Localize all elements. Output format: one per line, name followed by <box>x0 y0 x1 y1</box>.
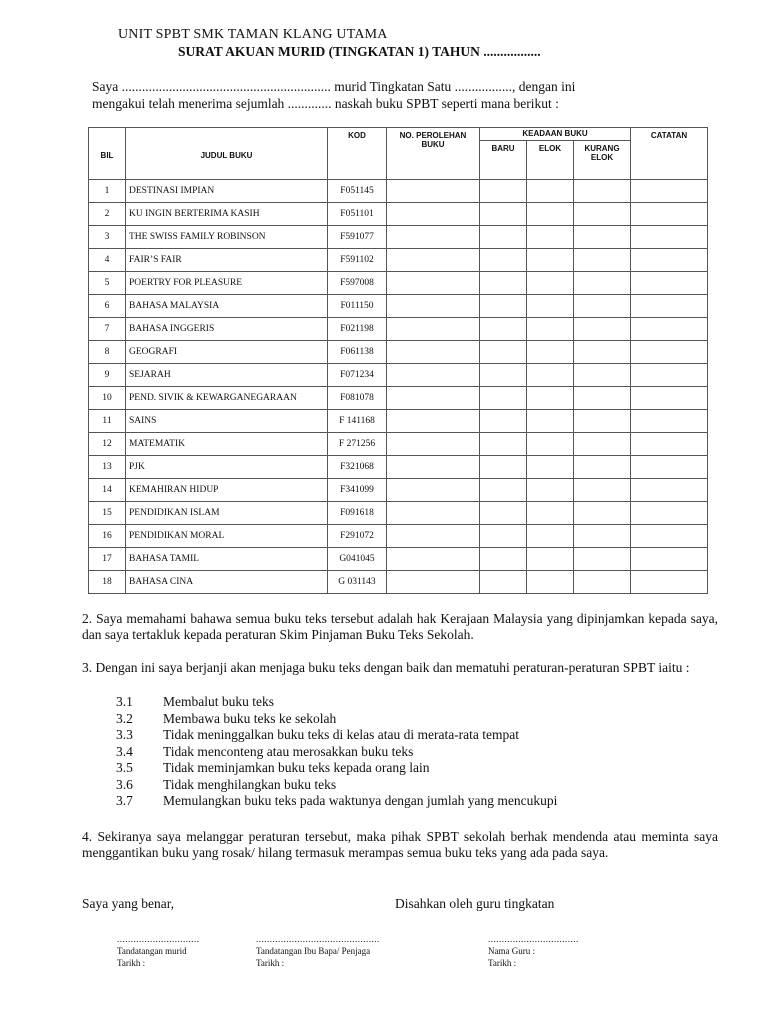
form-title: SURAT AKUAN MURID (TINGKATAN 1) TAHUN ................. <box>178 44 541 59</box>
row-bil: 14 <box>89 479 126 502</box>
book-table <box>88 127 708 594</box>
row-no-perolehan[interactable] <box>387 364 480 387</box>
table-row <box>89 548 708 571</box>
rule-item <box>116 793 557 810</box>
rule-number: 3.7 <box>116 793 133 808</box>
row-catatan[interactable] <box>631 341 708 364</box>
table-row <box>89 387 708 410</box>
row-baru[interactable] <box>480 226 527 249</box>
row-catatan[interactable] <box>631 364 708 387</box>
row-catatan[interactable] <box>631 571 708 594</box>
intro-line-1: Saya .............................................................. murid Tingkatan Satu ................., dengan ini <box>92 79 576 94</box>
row-baru[interactable] <box>480 571 527 594</box>
rule-item <box>116 760 557 777</box>
signature-label: Nama Guru : <box>488 946 535 956</box>
row-catatan[interactable] <box>631 525 708 548</box>
rule-item <box>116 711 557 728</box>
row-kod: G 031143 <box>328 571 387 594</box>
row-bil: 4 <box>89 249 126 272</box>
row-judul: DESTINASI IMPIAN <box>126 180 328 203</box>
row-elok[interactable] <box>527 502 574 525</box>
row-kurang-elok[interactable] <box>574 525 631 548</box>
row-catatan[interactable] <box>631 203 708 226</box>
header-kurang-elok: KURANG ELOK <box>574 141 631 180</box>
row-no-perolehan[interactable] <box>387 410 480 433</box>
row-baru[interactable] <box>480 387 527 410</box>
paragraph-2: 2. Saya memahami bahawa semua buku teks tersebut adalah hak Kerajaan Malaysia yang dipinjamkan kepada saya, dan saya tertakluk kepada peraturan Skim Pinjaman Buku Teks Sekolah. <box>82 611 718 642</box>
row-no-perolehan[interactable] <box>387 341 480 364</box>
row-catatan[interactable] <box>631 410 708 433</box>
row-judul: BAHASA MALAYSIA <box>126 295 328 318</box>
row-bil: 13 <box>89 456 126 479</box>
row-kurang-elok[interactable] <box>574 272 631 295</box>
row-judul: PEND. SIVIK & KEWARGANEGARAAN <box>126 387 328 410</box>
row-elok[interactable] <box>527 203 574 226</box>
row-kurang-elok[interactable] <box>574 249 631 272</box>
row-elok[interactable] <box>527 548 574 571</box>
row-no-perolehan[interactable] <box>387 203 480 226</box>
row-kod: F591077 <box>328 226 387 249</box>
row-catatan[interactable] <box>631 180 708 203</box>
row-no-perolehan[interactable] <box>387 318 480 341</box>
row-baru[interactable] <box>480 502 527 525</box>
table-row <box>89 318 708 341</box>
rule-text: Tidak meminjamkan buku teks kepada orang lain <box>163 760 430 775</box>
table-row <box>89 433 708 456</box>
row-kurang-elok[interactable] <box>574 571 631 594</box>
row-kurang-elok[interactable] <box>574 226 631 249</box>
row-kurang-elok[interactable] <box>574 295 631 318</box>
row-judul: BAHASA TAMIL <box>126 548 328 571</box>
signature-label: Tandatangan murid <box>117 946 187 956</box>
row-catatan[interactable] <box>631 548 708 571</box>
signature-guru <box>488 933 579 969</box>
row-judul: MATEMATIK <box>126 433 328 456</box>
row-catatan[interactable] <box>631 272 708 295</box>
row-elok[interactable] <box>527 387 574 410</box>
row-bil: 9 <box>89 364 126 387</box>
row-kurang-elok[interactable] <box>574 318 631 341</box>
row-elok[interactable] <box>527 364 574 387</box>
row-baru[interactable] <box>480 433 527 456</box>
row-baru[interactable] <box>480 341 527 364</box>
row-no-perolehan[interactable] <box>387 571 480 594</box>
table-row <box>89 203 708 226</box>
row-no-perolehan[interactable] <box>387 387 480 410</box>
row-no-perolehan[interactable] <box>387 479 480 502</box>
row-kod: F321068 <box>328 456 387 479</box>
row-kurang-elok[interactable] <box>574 548 631 571</box>
row-no-perolehan[interactable] <box>387 502 480 525</box>
row-elok[interactable] <box>527 410 574 433</box>
row-catatan[interactable] <box>631 502 708 525</box>
header-elok: ELOK <box>527 141 574 180</box>
row-baru[interactable] <box>480 479 527 502</box>
row-baru[interactable] <box>480 272 527 295</box>
rule-text: Tidak meninggalkan buku teks di kelas atau di merata-rata tempat <box>163 727 520 742</box>
row-judul: PENDIDIKAN MORAL <box>126 525 328 548</box>
row-bil: 3 <box>89 226 126 249</box>
signature-label: Tandatangan Ibu Bapa/ Penjaga <box>256 946 371 956</box>
row-bil: 11 <box>89 410 126 433</box>
row-no-perolehan[interactable] <box>387 525 480 548</box>
row-kurang-elok[interactable] <box>574 456 631 479</box>
header-catatan: CATATAN <box>631 128 708 180</box>
row-elok[interactable] <box>527 318 574 341</box>
signature-date: Tarikh : <box>117 958 146 968</box>
table-row <box>89 525 708 548</box>
row-bil: 5 <box>89 272 126 295</box>
signature-line: .............................. <box>117 934 200 944</box>
row-elok[interactable] <box>527 525 574 548</box>
row-baru[interactable] <box>480 364 527 387</box>
header-no-perolehan: NO. PEROLEHAN BUKU <box>387 128 480 180</box>
row-no-perolehan[interactable] <box>387 249 480 272</box>
row-baru[interactable] <box>480 525 527 548</box>
signature-line: ............................................. <box>256 934 380 944</box>
row-kod: F 141168 <box>328 410 387 433</box>
intro-line-2: mengakui telah menerima sejumlah ............. naskah buku SPBT seperti mana berikut : <box>92 96 559 111</box>
row-no-perolehan[interactable] <box>387 456 480 479</box>
signature-date: Tarikh : <box>488 958 517 968</box>
paragraph-4: 4. Sekiranya saya melanggar peraturan tersebut, maka pihak SPBT sekolah berhak mendenda atau meminta saya menggantikan buku yang rosak/ hilang termasuk merampas semua buku teks yang ada pada saya. <box>82 829 718 860</box>
header-bil: BIL <box>89 128 126 180</box>
rule-number: 3.2 <box>116 710 133 726</box>
rule-text: Tidak menconteng atau merosakkan buku teks <box>163 743 414 759</box>
row-bil: 15 <box>89 502 126 525</box>
row-judul: BAHASA CINA <box>126 571 328 594</box>
row-kod: F091618 <box>328 502 387 525</box>
table-row <box>89 479 708 502</box>
row-judul: BAHASA INGGERIS <box>126 318 328 341</box>
row-catatan[interactable] <box>631 433 708 456</box>
row-bil: 12 <box>89 433 126 456</box>
row-baru[interactable] <box>480 295 527 318</box>
row-bil: 8 <box>89 341 126 364</box>
table-row <box>89 571 708 594</box>
row-bil: 17 <box>89 548 126 571</box>
row-elok[interactable] <box>527 249 574 272</box>
row-kod: F011150 <box>328 295 387 318</box>
row-judul: SAINS <box>126 410 328 433</box>
row-kod: G041045 <box>328 548 387 571</box>
rule-item <box>116 694 557 711</box>
table-row <box>89 410 708 433</box>
row-bil: 6 <box>89 295 126 318</box>
unit-heading: UNIT SPBT SMK TAMAN KLANG UTAMA <box>118 27 388 42</box>
row-catatan[interactable] <box>631 295 708 318</box>
row-no-perolehan[interactable] <box>387 180 480 203</box>
table-row <box>89 364 708 387</box>
row-elok[interactable] <box>527 295 574 318</box>
row-elok[interactable] <box>527 226 574 249</box>
table-row <box>89 226 708 249</box>
row-elok[interactable] <box>527 479 574 502</box>
table-row <box>89 249 708 272</box>
row-no-perolehan[interactable] <box>387 272 480 295</box>
row-no-perolehan[interactable] <box>387 295 480 318</box>
row-baru[interactable] <box>480 180 527 203</box>
row-judul: GEOGRAFI <box>126 341 328 364</box>
signature-murid <box>117 933 200 969</box>
row-kurang-elok[interactable] <box>574 364 631 387</box>
closing-right: Disahkan oleh guru tingkatan <box>395 896 555 911</box>
row-bil: 7 <box>89 318 126 341</box>
row-no-perolehan[interactable] <box>387 226 480 249</box>
row-kod: F071234 <box>328 364 387 387</box>
rule-number: 3.5 <box>116 760 133 775</box>
row-judul: KEMAHIRAN HIDUP <box>126 479 328 502</box>
table-row <box>89 295 708 318</box>
row-kod: F021198 <box>328 318 387 341</box>
row-kurang-elok[interactable] <box>574 341 631 364</box>
table-row <box>89 341 708 364</box>
table-row <box>89 502 708 525</box>
row-kurang-elok[interactable] <box>574 502 631 525</box>
signature-date: Tarikh : <box>256 958 285 968</box>
rule-text: Memulangkan buku teks pada waktunya dengan jumlah yang mencukupi <box>163 793 558 808</box>
row-kod: F051101 <box>328 203 387 226</box>
header-keadaan: KEADAAN BUKU <box>480 128 631 141</box>
header-kod: KOD <box>328 128 387 180</box>
row-kurang-elok[interactable] <box>574 180 631 203</box>
table-row <box>89 456 708 479</box>
row-elok[interactable] <box>527 341 574 364</box>
rule-text: Tidak menghilangkan buku teks <box>163 776 337 792</box>
row-catatan[interactable] <box>631 456 708 479</box>
row-baru[interactable] <box>480 410 527 433</box>
rules-list <box>116 694 557 810</box>
rule-number: 3.6 <box>116 776 133 792</box>
signature-line: ................................. <box>488 934 579 944</box>
row-bil: 18 <box>89 571 126 594</box>
row-judul: PENDIDIKAN ISLAM <box>126 502 328 525</box>
row-catatan[interactable] <box>631 226 708 249</box>
row-kod: F291072 <box>328 525 387 548</box>
row-judul: SEJARAH <box>126 364 328 387</box>
row-kurang-elok[interactable] <box>574 479 631 502</box>
row-judul: POERTRY FOR PLEASURE <box>126 272 328 295</box>
row-baru[interactable] <box>480 318 527 341</box>
row-kod: F597008 <box>328 272 387 295</box>
book-table-body <box>89 180 708 594</box>
paragraph-3: 3. Dengan ini saya berjanji akan menjaga buku teks dengan baik dan mematuhi peraturan-peraturan SPBT iaitu : <box>82 660 690 675</box>
row-judul: FAIR’S FAIR <box>126 249 328 272</box>
row-judul: KU INGIN BERTERIMA KASIH <box>126 203 328 226</box>
rule-number: 3.3 <box>116 727 133 742</box>
rule-item <box>116 744 557 761</box>
row-judul: PJK <box>126 456 328 479</box>
row-baru[interactable] <box>480 548 527 571</box>
rule-text: Membalut buku teks <box>163 694 274 709</box>
row-catatan[interactable] <box>631 479 708 502</box>
row-no-perolehan[interactable] <box>387 433 480 456</box>
table-row <box>89 272 708 295</box>
row-elok[interactable] <box>527 180 574 203</box>
row-no-perolehan[interactable] <box>387 548 480 571</box>
rule-item <box>116 727 557 744</box>
row-bil: 2 <box>89 203 126 226</box>
signature-penjaga <box>256 933 380 969</box>
rule-text: Membawa buku teks ke sekolah <box>163 710 337 726</box>
row-kurang-elok[interactable] <box>574 387 631 410</box>
row-kurang-elok[interactable] <box>574 433 631 456</box>
row-catatan[interactable] <box>631 318 708 341</box>
row-kurang-elok[interactable] <box>574 203 631 226</box>
row-bil: 16 <box>89 525 126 548</box>
rule-number: 3.4 <box>116 743 133 759</box>
row-kod: F061138 <box>328 341 387 364</box>
row-elok[interactable] <box>527 456 574 479</box>
row-bil: 1 <box>89 180 126 203</box>
header-baru: BARU <box>480 141 527 180</box>
rule-number: 3.1 <box>116 694 133 709</box>
row-baru[interactable] <box>480 456 527 479</box>
closing-left: Saya yang benar, <box>82 896 175 911</box>
row-kod: F341099 <box>328 479 387 502</box>
row-kod: F 271256 <box>328 433 387 456</box>
table-row <box>89 180 708 203</box>
row-bil: 10 <box>89 387 126 410</box>
header-judul: JUDUL BUKU <box>126 128 328 180</box>
row-kod: F591102 <box>328 249 387 272</box>
row-kod: F081078 <box>328 387 387 410</box>
row-baru[interactable] <box>480 203 527 226</box>
row-elok[interactable] <box>527 571 574 594</box>
row-elok[interactable] <box>527 433 574 456</box>
row-baru[interactable] <box>480 249 527 272</box>
row-kurang-elok[interactable] <box>574 410 631 433</box>
rule-item <box>116 777 557 794</box>
row-elok[interactable] <box>527 272 574 295</box>
row-catatan[interactable] <box>631 249 708 272</box>
row-catatan[interactable] <box>631 387 708 410</box>
row-kod: F051145 <box>328 180 387 203</box>
row-judul: THE SWISS FAMILY ROBINSON <box>126 226 328 249</box>
